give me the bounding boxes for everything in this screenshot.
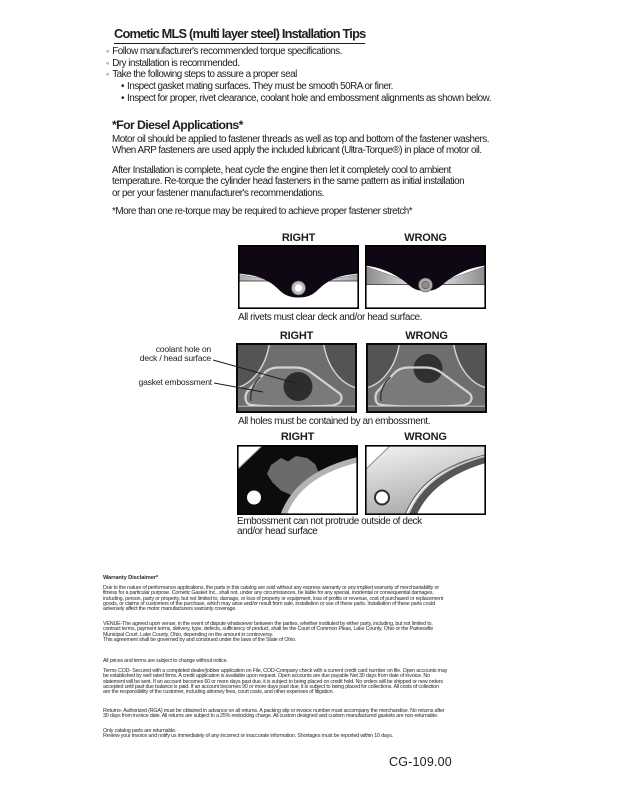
- prices-paragraph: [103, 659, 228, 664]
- retorque-note: *More than one re-torque may be required to achieve proper fastener stretch*: [112, 206, 413, 217]
- row3-caption: [237, 517, 422, 538]
- row3-wrong-label: WRONG: [404, 431, 447, 443]
- embossment-wrong-svg: [366, 343, 487, 413]
- row1-right-label: RIGHT: [281, 232, 316, 244]
- legal-line: fitness for a particular purpose. Cometic Gasket Inc., shall not, under any circumstances, be liable for any special, incidental or consequential damages,: [103, 590, 434, 597]
- legal-line: 30 days from invoice date. All returns are subject to a 25% restocking charge. All custom designed and custom manufactured gaskets are non-returnable.: [103, 713, 439, 720]
- legal-line: Terms COD- Secured with a completed dealer/jobber application on File, COD-Company check with a current credit card number on file. Open accounts may: [103, 668, 448, 674]
- legal-line: All prices and terms are subject to change without notice.: [103, 658, 228, 664]
- legal-line: are the responsibility of the customer, including attorney fees, court costs, and other expenses of litigation.: [103, 689, 334, 696]
- row1-wrong-label: WRONG: [404, 232, 447, 244]
- legal-line: accepted until past due balance is paid. If an account becomes 90 or more days past due, it is subject to being placed for collections. All costs of collection: [103, 684, 439, 691]
- legal-line: adversely affect the motor manufacturers warranty coverage.: [103, 606, 237, 613]
- diesel-heading: *For Diesel Applications*: [112, 118, 243, 132]
- legal-line: This agreement shall be governed by and construed under the laws of the State of Ohio.: [103, 637, 297, 644]
- bolt-hole-icon: [247, 491, 261, 505]
- bullet-item: ◦ Dry installation is recommended.: [106, 58, 342, 70]
- bolt-hole-icon: [375, 491, 389, 505]
- diesel-paragraph-oil: [112, 134, 489, 157]
- diesel-paragraph-retorque: [112, 165, 464, 199]
- tips-sub-bullet-list: [121, 81, 491, 104]
- row2-right-label: RIGHT: [279, 330, 314, 342]
- deck-wrong-diagram: [365, 445, 486, 515]
- warranty-disclaimer-heading: Warranty Disclaimer*: [103, 575, 159, 581]
- tips-bullet-list: [106, 46, 342, 81]
- coolant-hole-icon: [284, 372, 313, 401]
- bullet-item: ◦ Follow manufacturer's recommended torque specifications.: [106, 46, 342, 58]
- legal-line: contract terms, payment terms, delivery, type, defects, sufficiency of product, shall be the Court of Common Pleas, Lake County, Ohio or the Painesville: [103, 626, 434, 633]
- catalog-parts-paragraph: [103, 729, 393, 740]
- legal-line: Only catalog parts are returnable.: [103, 728, 177, 734]
- text-line: When ARP fasteners are used apply the included lubricant (Ultra-Torque®) in place of motor oil.: [112, 145, 482, 157]
- text-line: or per your fastener manufacturer's recommendations.: [112, 187, 324, 199]
- legal-line: statement will be sent. If an account becomes 60 or more days past due, it is subject to being placed on credit hold. No orders will be shipped or new orders: [103, 678, 443, 685]
- warranty-paragraph: [103, 586, 443, 613]
- legal-line: Review your invoice and notify us immediately of any incorrect or inaccurate information. Shortages must be reported within 10 days.: [103, 733, 394, 740]
- embossment-right-svg: [236, 343, 357, 413]
- bullet-item: ◦ Take the following steps to assure a proper seal: [106, 69, 342, 81]
- embossment-right-diagram: [236, 343, 357, 413]
- legal-line: Municipal Court, Lake County, Ohio, depending on the amount in controversy.: [103, 631, 273, 638]
- terms-paragraph: [103, 669, 447, 696]
- deck-wrong-svg: [365, 445, 486, 515]
- legal-line: goods, or claims of customers of the purchase, which may arise and/or result from sale, installation or use of these parts. Installation of these parts could: [103, 601, 436, 608]
- coolant-hole-annotation: [116, 345, 211, 363]
- sub-bullet-item: • Inspect for proper, rivet clearance, coolant hole and embossment alignments as shown below.: [121, 93, 491, 105]
- sub-bullet-item: • Inspect gasket mating surfaces. They must be smooth 50RA or finer.: [121, 81, 491, 93]
- annotation-line: deck / head surface: [139, 353, 211, 364]
- row2-caption: All holes must be contained by an embossment.: [238, 416, 431, 427]
- page-title: Cometic MLS (multi layer steel) Installation Tips: [114, 26, 365, 44]
- text-line: After Installation is complete, heat cycle the engine then let it completely cool to ambient: [112, 165, 451, 176]
- text-line: Motor oil should be applied to fastener threads as well as top and bottom of the fastener washers.: [112, 134, 489, 145]
- row1-caption: All rivets must clear deck and/or head surface.: [238, 312, 422, 323]
- returns-paragraph: [103, 709, 444, 720]
- deck-right-svg: [237, 445, 358, 515]
- rivet-right-svg: [238, 245, 359, 309]
- row2-wrong-label: WRONG: [405, 330, 448, 342]
- annotation-line: coolant hole on: [155, 344, 211, 354]
- legal-line: Returns- Authorized (RGA) must be obtained in advance on all returns. A packing slip or invoice number must accompany the merchandise. No returns after: [103, 708, 445, 714]
- rivet-right-diagram: [238, 245, 359, 309]
- deck-right-diagram: [237, 445, 358, 515]
- row3-right-label: RIGHT: [280, 431, 315, 443]
- caption-line: and/or head surface: [237, 526, 318, 538]
- legal-line: including, person, party or property, but not limited to, damage, or loss of property or equipment, loss of profits or revenue, cost of purchased or replacement: [103, 595, 444, 602]
- legal-line: be established by well rated firms. A credit application is available upon request. Open accounts are due payable Net 30 days from date of invoice. No: [103, 673, 430, 680]
- gasket-embossment-annotation: gasket embossment: [138, 377, 212, 387]
- rivet-wrong-svg: [365, 245, 486, 309]
- embossment-wrong-diagram: [366, 343, 487, 413]
- venue-paragraph: [103, 622, 433, 643]
- legal-line: VENUE-The agreed upon venue, in the event of dispute whatsoever between the parties, whether instituted by either party, including, but not limited to,: [103, 621, 433, 627]
- page-code: CG-109.00: [389, 755, 452, 769]
- text-line: temperature. Re-torque the cylinder head fasteners in the same pattern as initial installation: [112, 176, 465, 188]
- caption-line: Embossment can not protrude outside of deck: [237, 516, 422, 527]
- rivet-wrong-diagram: [365, 245, 486, 309]
- legal-line: Due to the nature of performance applications, the parts in this catalog are sold without any express warranty or any implied warranty of merchantability or: [103, 585, 439, 591]
